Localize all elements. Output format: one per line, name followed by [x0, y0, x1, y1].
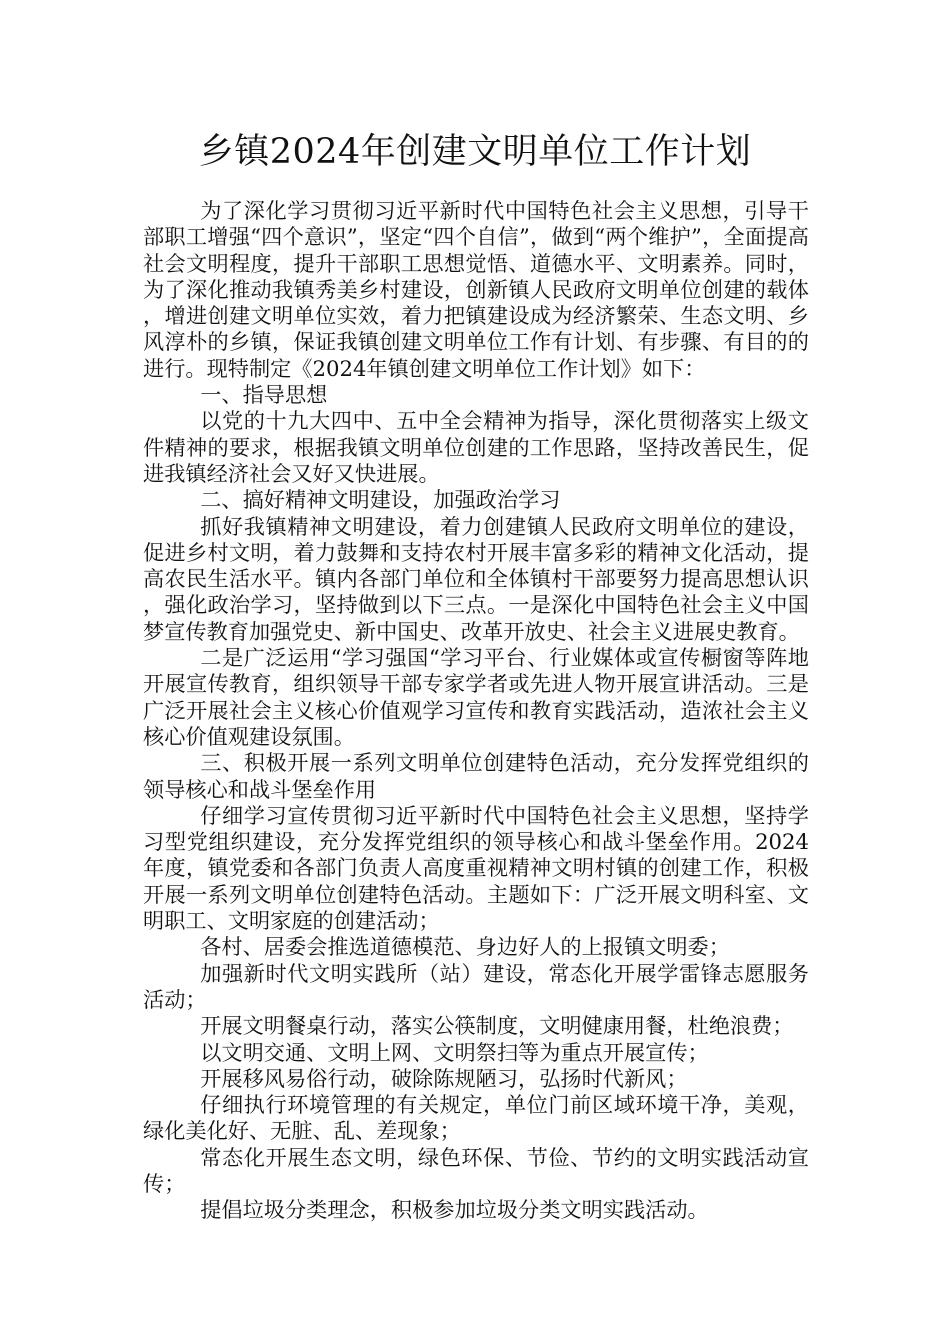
paragraph-guiding-ideology: 以党的十九大四中、五中全会精神为指导，深化贯彻落实上级文件精神的要求，根据我镇文明单位创建的工作思路，坚持改善民生，促进我镇经济社会又好又快进展。	[143, 408, 809, 486]
document-title: 乡镇2024年创建文明单位工作计划	[198, 132, 752, 172]
list-item-civilized-traffic: 以文明交通、文明上网、文明祭扫等为重点开展宣传；	[200, 1039, 709, 1065]
section-heading-activities: 三、积极开展一系列文明单位创建特色活动，充分发挥党组织的领导核心和战斗堡垒作用	[143, 750, 809, 802]
list-item-dining: 开展文明餐桌行动，落实公筷制度，文明健康用餐，杜绝浪费；	[200, 1013, 794, 1039]
list-item-moral-models: 各村、居委会推选道德模范、身边好人的上报镇文明委；	[200, 934, 730, 960]
list-item-waste-sorting: 提倡垃圾分类理念，积极参加垃圾分类文明实践活动。	[200, 1197, 709, 1223]
paragraph-spiritual-civilization: 抓好我镇精神文明建设，着力创建镇人民政府文明单位的建设，促进乡村文明，着力鼓舞和支持农村开展丰富多彩的精神文化活动，提高农民生活水平。镇内各部门单位和全体镇村干部要努力提高思想认识，强化政治学习，坚持做到以下三点。一是深化中国特色社会主义中国梦宣传教育加强党史、新中国史、改革开放史、社会主义进展史教育。	[143, 513, 809, 644]
document-body	[143, 198, 809, 1224]
section-heading-guiding-ideology: 一、指导思想	[200, 382, 328, 408]
list-item-environment: 仔细执行环境管理的有关规定，单位门前区域环境干净，美观，绿化美化好、无脏、乱、差现象；	[143, 1092, 809, 1144]
list-item-ecology: 常态化开展生态文明，绿色环保、节俭、节约的文明实践活动宣传；	[143, 1144, 809, 1196]
section-heading-spiritual-civilization: 二、搞好精神文明建设，加强政治学习	[200, 487, 561, 513]
paragraph-activities: 仔细学习宣传贯彻习近平新时代中国特色社会主义思想，坚持学习型党组织建设，充分发挥党组织的领导核心和战斗堡垒作用。2024年度，镇党委和各部门负责人高度重视精神文明村镇的创建工作，积极开展一系列文明单位创建特色活动。主题如下：广泛开展文明科室、文明职工、文明家庭的创建活动；	[143, 802, 809, 934]
list-item-customs-reform: 开展移风易俗行动，破除陈规陋习，弘扬时代新风；	[200, 1065, 688, 1091]
paragraph-intro: 为了深化学习贯彻习近平新时代中国特色社会主义思想，引导干部职工增强“四个意识”，坚定“四个自信”，做到“两个维护”，全面提高社会文明程度，提升干部职工思想觉悟、道德水平、文明素养。同时，为了深化推动我镇秀美乡村建设，创新镇人民政府文明单位创建的载体，增进创建文明单位实效，着力把镇建设成为经济繁荣、生态文明、乡风淳朴的乡镇，保证我镇创建文明单位工作有计划、有步骤、有目的的进行。现特制定《2024年镇创建文明单位工作计划》如下：	[143, 198, 809, 381]
paragraph-propaganda: 二是广泛运用“学习强国“学习平台、行业媒体或宣传橱窗等阵地开展宣传教育，组织领导干部专家学者或先进人物开展宣讲活动。三是广泛开展社会主义核心价值观学习宣传和教育实践活动，造浓社会主义核心价值观建设氛围。	[143, 645, 809, 749]
list-item-practice-stations: 加强新时代文明实践所（站）建设，常态化开展学雷锋志愿服务活动；	[143, 960, 809, 1012]
